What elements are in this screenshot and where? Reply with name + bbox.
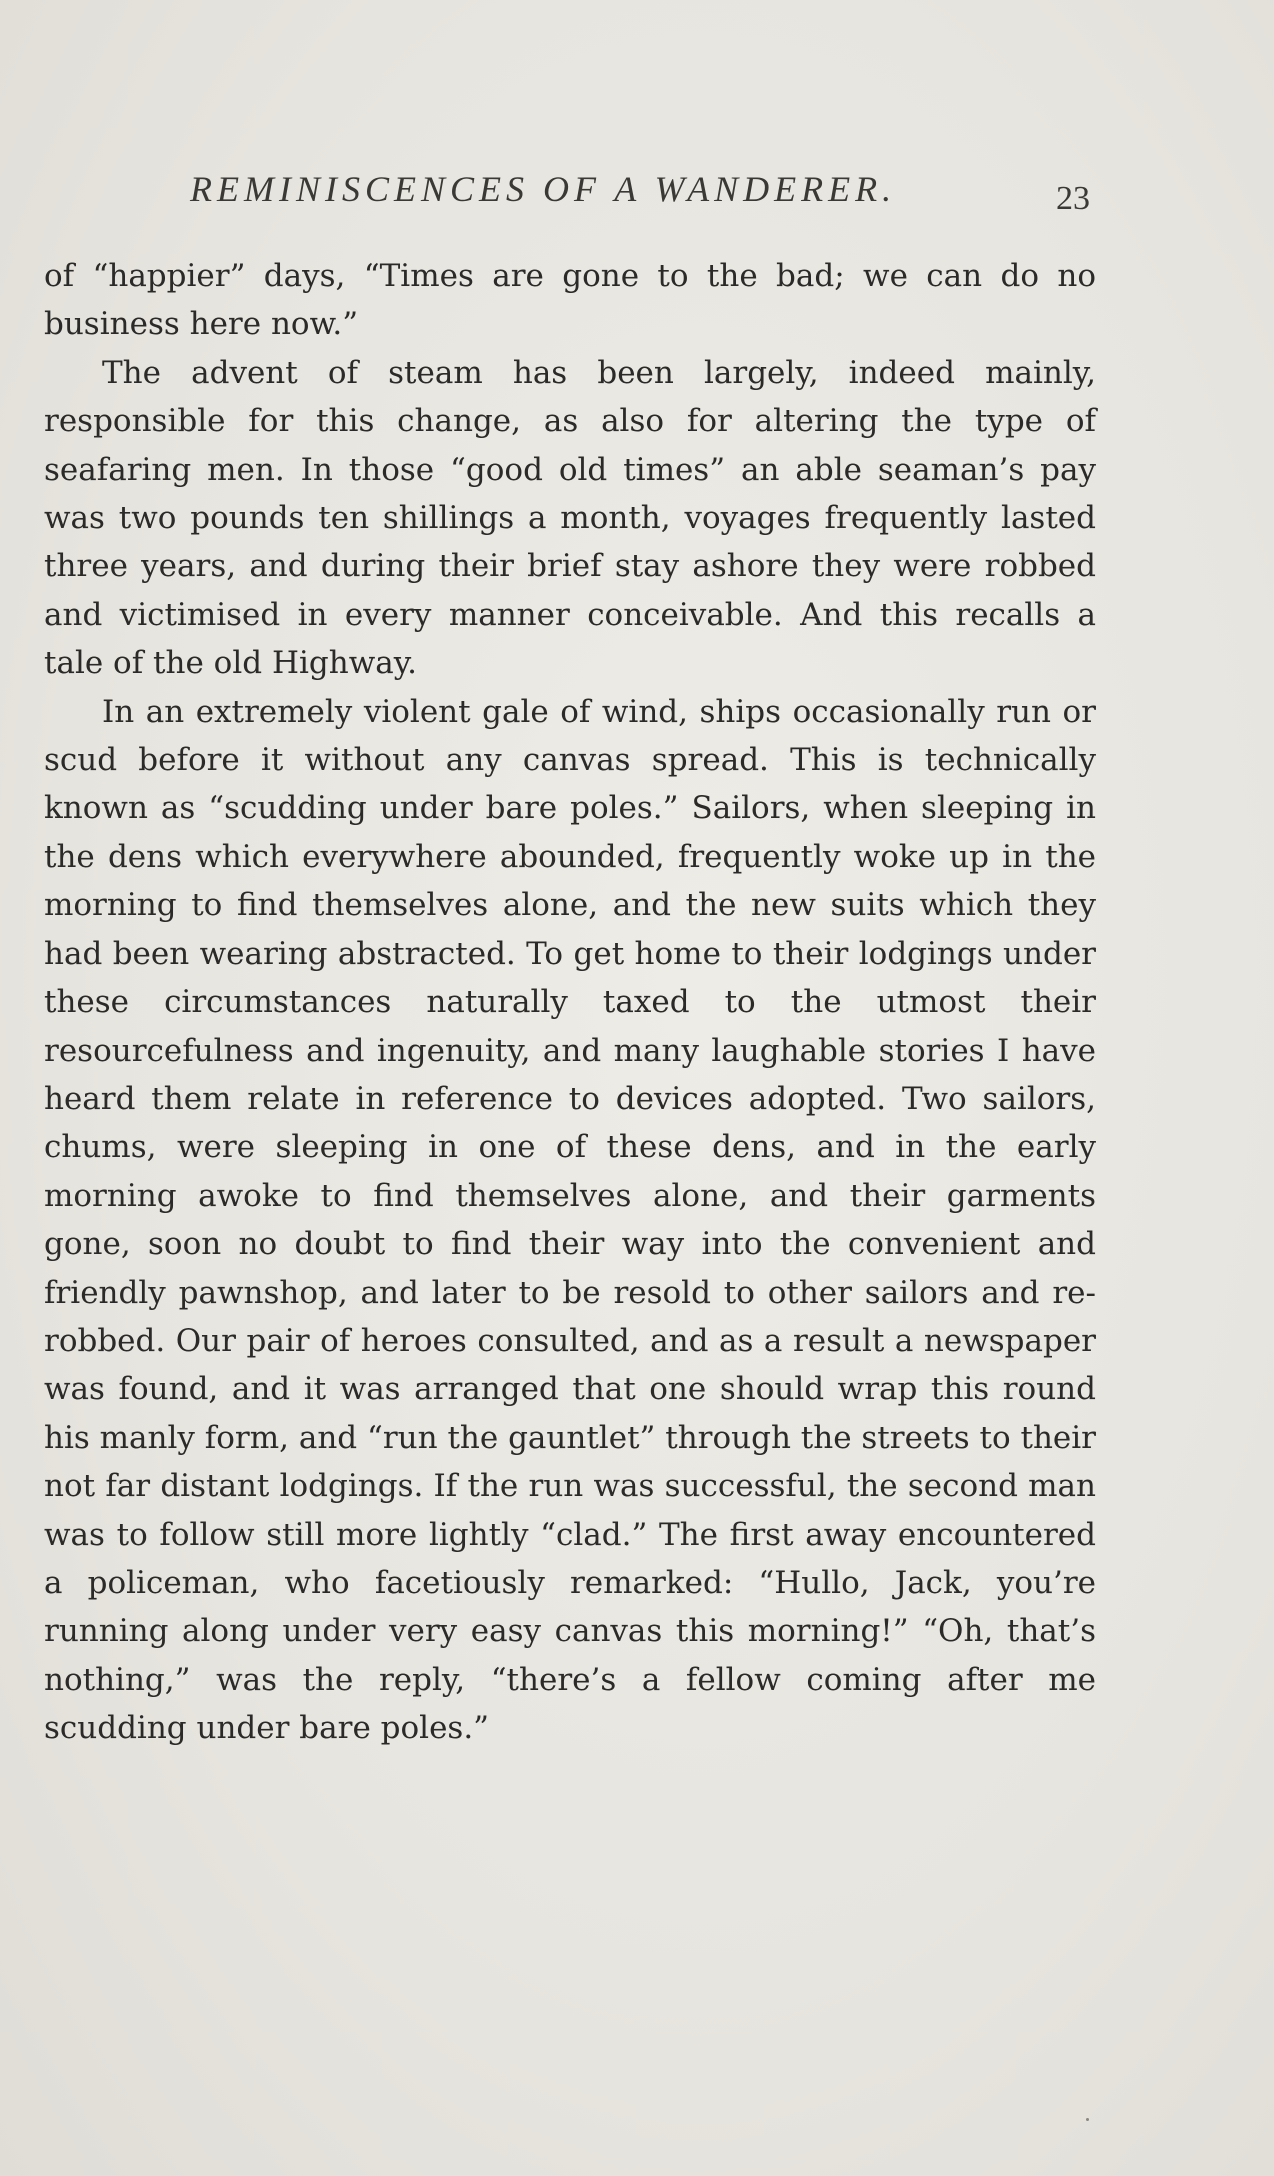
running-head-title: REMINISCENCES OF A WANDERER.: [190, 169, 897, 209]
paper-speck: [1086, 2118, 1089, 2121]
paragraph-bare-poles: In an extremely violent gale of wind, ships occasionally run or scud before it without any canvas spread. This is technically known as “scudding under bare poles.” Sailors, when sleeping in the dens which everywhere abounded, frequently woke up in the morning to find themselves alone, and the new suits which they had been wearing abstracted. To get home to their lodgings under these circumstances naturally taxed to the utmost their resourcefulness and ingenuity, and many laughable stories I have heard them relate in reference to devices adopted. Two sailors, chums, were sleeping in one of these dens, and in the early morning awoke to find themselves alone, and their garments gone, soon no doubt to find their way into the convenient and friendly pawnshop, and later to be resold to other sailors and re-robbed. Our pair of heroes consulted, and as a result a newspaper was found, and it was arranged that one should wrap this round his manly form, and “run the gauntlet” through the streets to their not far distant lodgings. If the run was successful, the second man was to follow still more lightly “clad.” The first away encountered a policeman, who facetiously remarked: “Hullo, Jack, you’re running along under very easy canvas this morning!” “Oh, that’s nothing,” was the reply, “there’s a fellow coming after me scudding under bare poles.”: [44, 693, 1096, 1747]
paragraph-continuation: of “happier” days, “Times are gone to the bad; we can do no business here now.”: [44, 258, 1096, 343]
body-text: [44, 252, 1096, 1753]
paragraph-steam: The advent of steam has been largely, indeed mainly, responsible for this change, as also for altering the type of seafaring men. In those “good old times” an able seaman’s pay was two pounds ten shillings a month, voyages frequently lasted three years, and during their brief stay ashore they were robbed and victimised in every manner conceivable. And this recalls a tale of the old Highway.: [44, 354, 1096, 682]
page-number: 23: [1056, 180, 1090, 217]
